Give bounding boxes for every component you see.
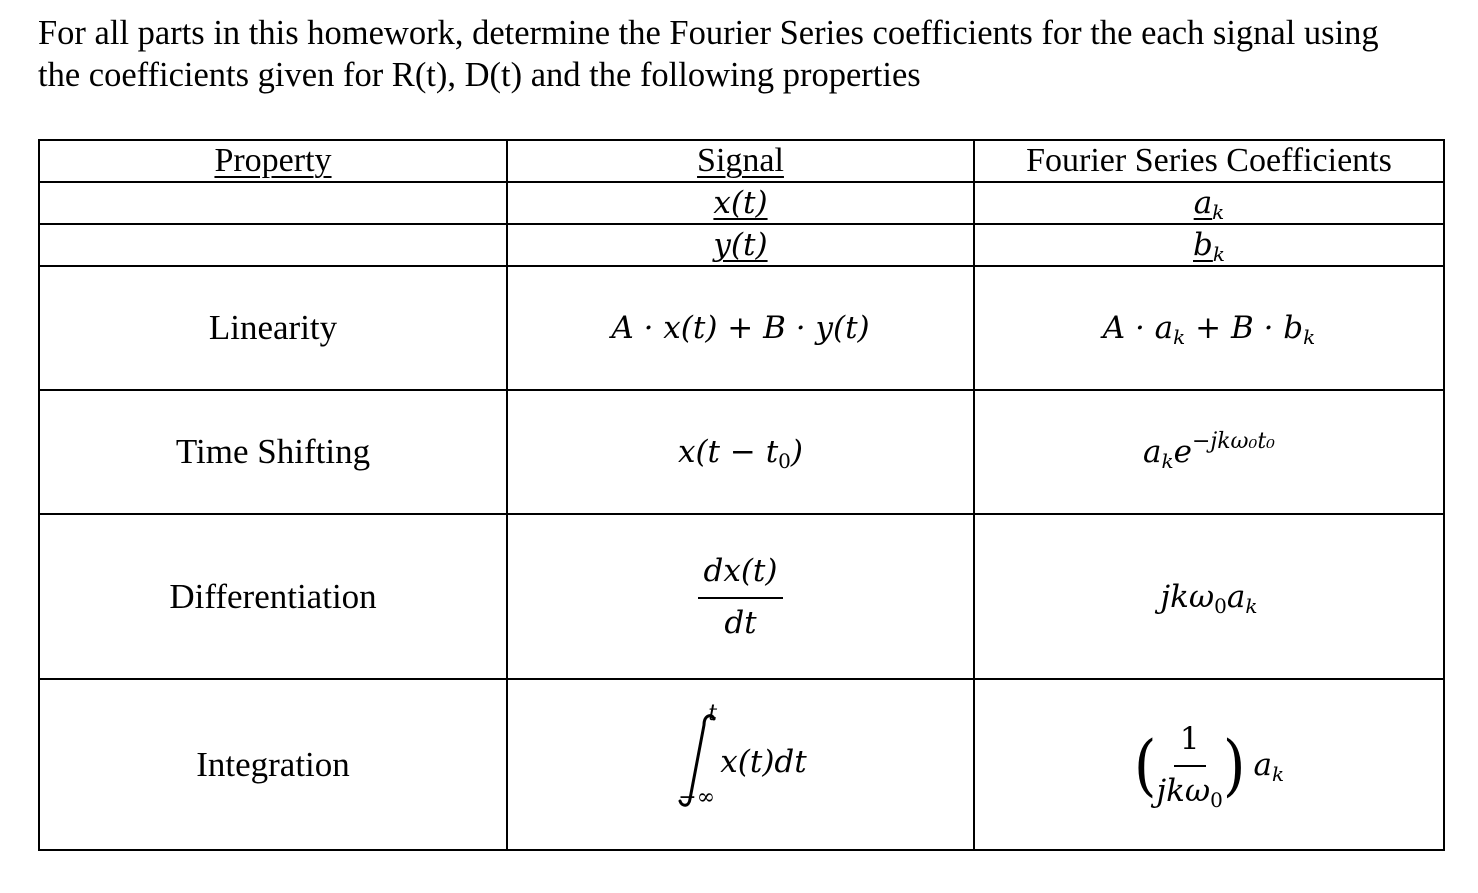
label-integration: Integration — [39, 679, 507, 850]
header-coefficients: Fourier Series Coefficients — [974, 140, 1444, 182]
row-differentiation — [39, 514, 1444, 679]
intro-line-2: the coefficients given for R(t), D(t) and the following properties — [38, 56, 921, 94]
signal-y: y(t) — [507, 224, 974, 266]
coef-a: $a_k$ — [974, 182, 1444, 224]
signal-time-shifting: $x(t - t_0)$ — [507, 390, 974, 514]
left-paren-icon: ( — [1133, 725, 1157, 804]
header-row — [39, 140, 1444, 182]
label-linearity: Linearity — [39, 266, 507, 390]
label-time-shifting: Time Shifting — [39, 390, 507, 514]
header-signal: Signal — [507, 140, 974, 182]
coef-b: $b_k$ — [974, 224, 1444, 266]
base-row-y — [39, 224, 1444, 266]
row-linearity — [39, 266, 1444, 390]
coef-linearity: $A \cdot a_k + B \cdot b_k$ — [974, 266, 1444, 390]
row-time-shifting — [39, 390, 1444, 514]
coef-differentiation: $jk\omega_0a_k$ — [974, 514, 1444, 679]
coef-time-shifting: $a_ke^{-jk\omega_0t_0}$ — [974, 390, 1444, 514]
signal-linearity: A · x(t) + B · y(t) — [507, 266, 974, 390]
signal-differentiation — [507, 514, 974, 679]
header-property: Property — [39, 140, 507, 182]
row-integration — [39, 679, 1444, 850]
right-paren-icon: ) — [1222, 725, 1246, 804]
signal-x: x(t) — [507, 182, 974, 224]
integral-expression: t −∞ x(t)dt — [674, 707, 806, 817]
integration-fraction: $\frac{1}{jk\omega_0}$ — [1156, 720, 1223, 812]
properties-table — [38, 139, 1445, 851]
derivative-fraction: $\frac{dx(t)}{dt}$ — [698, 553, 784, 641]
intro-line-1: For all parts in this homework, determine the Fourier Series coefficients for the each signal using — [38, 14, 1379, 52]
integral-sign-icon: t −∞ — [678, 701, 718, 810]
coef-integration: ( $\frac{1}{jk\omega_0}$ ) $a_k$ — [974, 679, 1444, 850]
label-differentiation: Differentiation — [39, 514, 507, 679]
intro-paragraph — [38, 12, 1458, 96]
signal-integration — [507, 679, 974, 850]
base-row-x — [39, 182, 1444, 224]
